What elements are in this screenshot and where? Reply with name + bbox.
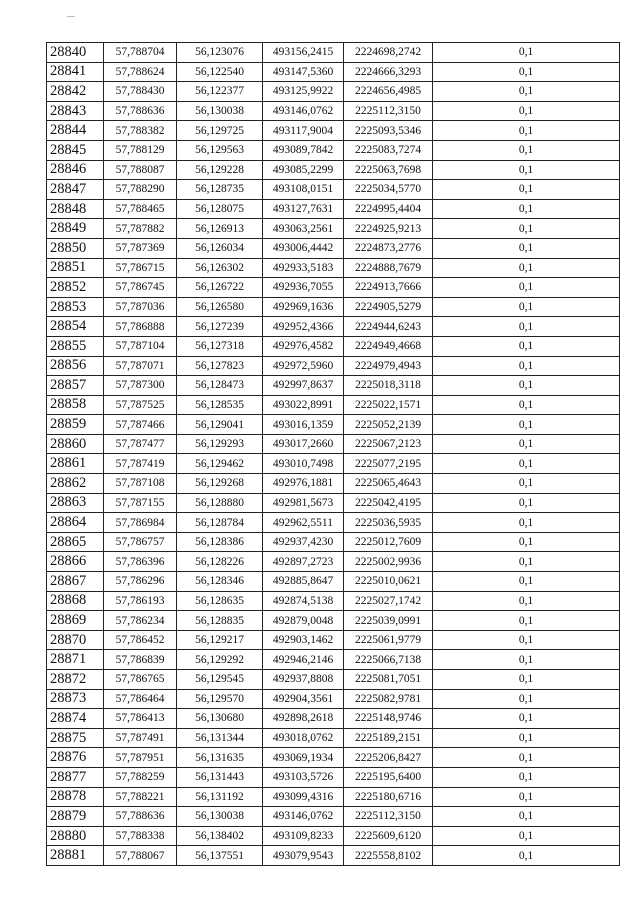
longitude-cell: 56,128226: [177, 552, 263, 572]
y-coordinate-cell: 2224925,9213: [344, 219, 433, 239]
latitude-cell: 57,787419: [104, 454, 177, 474]
tolerance-cell: 0,1: [433, 180, 620, 200]
tolerance-cell: 0,1: [433, 630, 620, 650]
y-coordinate-cell: 2225063,7698: [344, 160, 433, 180]
point-number-cell: 28875: [47, 728, 104, 748]
y-coordinate-cell: 2224913,7666: [344, 278, 433, 298]
table-row: [47, 219, 620, 239]
table-row: [47, 650, 620, 670]
table-row: [47, 493, 620, 513]
point-number-cell: 28846: [47, 160, 104, 180]
y-coordinate-cell: 2225180,6716: [344, 787, 433, 807]
tolerance-cell: 0,1: [433, 238, 620, 258]
tolerance-cell: 0,1: [433, 415, 620, 435]
y-coordinate-cell: 2225206,8427: [344, 748, 433, 768]
x-coordinate-cell: 493079,9543: [263, 846, 344, 866]
point-number-cell: 28849: [47, 219, 104, 239]
longitude-cell: 56,126722: [177, 278, 263, 298]
y-coordinate-cell: 2225002,9936: [344, 552, 433, 572]
y-coordinate-cell: 2225093,5346: [344, 121, 433, 141]
table-row: [47, 317, 620, 337]
x-coordinate-cell: 492937,4230: [263, 532, 344, 552]
tolerance-cell: 0,1: [433, 513, 620, 533]
point-number-cell: 28869: [47, 611, 104, 631]
tolerance-cell: 0,1: [433, 434, 620, 454]
latitude-cell: 57,787491: [104, 728, 177, 748]
latitude-cell: 57,787300: [104, 376, 177, 396]
x-coordinate-cell: 492897,2723: [263, 552, 344, 572]
tolerance-cell: 0,1: [433, 297, 620, 317]
y-coordinate-cell: 2225010,0621: [344, 572, 433, 592]
table-row: [47, 356, 620, 376]
x-coordinate-cell: 492874,5138: [263, 591, 344, 611]
x-coordinate-cell: 493010,7498: [263, 454, 344, 474]
latitude-cell: 57,788430: [104, 82, 177, 102]
tolerance-cell: 0,1: [433, 62, 620, 82]
table-row: [47, 297, 620, 317]
coordinates-table: [46, 42, 620, 866]
latitude-cell: 57,786464: [104, 689, 177, 709]
point-number-cell: 28848: [47, 199, 104, 219]
latitude-cell: 57,788624: [104, 62, 177, 82]
longitude-cell: 56,129292: [177, 650, 263, 670]
y-coordinate-cell: 2224873,2776: [344, 238, 433, 258]
longitude-cell: 56,131192: [177, 787, 263, 807]
x-coordinate-cell: 492972,5960: [263, 356, 344, 376]
point-number-cell: 28870: [47, 630, 104, 650]
latitude-cell: 57,786234: [104, 611, 177, 631]
y-coordinate-cell: 2224888,7679: [344, 258, 433, 278]
point-number-cell: 28847: [47, 180, 104, 200]
x-coordinate-cell: 492885,8647: [263, 572, 344, 592]
x-coordinate-cell: 492976,1881: [263, 474, 344, 494]
latitude-cell: 57,787525: [104, 395, 177, 415]
table-row: [47, 101, 620, 121]
y-coordinate-cell: 2225036,5935: [344, 513, 433, 533]
table-row: [47, 82, 620, 102]
point-number-cell: 28862: [47, 474, 104, 494]
latitude-cell: 57,787369: [104, 238, 177, 258]
table-row: [47, 748, 620, 768]
longitude-cell: 56,123076: [177, 43, 263, 63]
tolerance-cell: 0,1: [433, 709, 620, 729]
table-row: [47, 572, 620, 592]
longitude-cell: 56,128535: [177, 395, 263, 415]
x-coordinate-cell: 492946,2146: [263, 650, 344, 670]
table-row: [47, 454, 620, 474]
table-row: [47, 807, 620, 827]
x-coordinate-cell: 493127,7631: [263, 199, 344, 219]
y-coordinate-cell: 2225609,6120: [344, 826, 433, 846]
y-coordinate-cell: 2225052,2139: [344, 415, 433, 435]
tolerance-cell: 0,1: [433, 121, 620, 141]
y-coordinate-cell: 2224666,3293: [344, 62, 433, 82]
point-number-cell: 28863: [47, 493, 104, 513]
tolerance-cell: 0,1: [433, 474, 620, 494]
scan-mark: [67, 16, 75, 17]
tolerance-cell: 0,1: [433, 82, 620, 102]
latitude-cell: 57,786757: [104, 532, 177, 552]
latitude-cell: 57,786413: [104, 709, 177, 729]
longitude-cell: 56,129041: [177, 415, 263, 435]
tolerance-cell: 0,1: [433, 689, 620, 709]
table-row: [47, 415, 620, 435]
tolerance-cell: 0,1: [433, 395, 620, 415]
latitude-cell: 57,788704: [104, 43, 177, 63]
x-coordinate-cell: 492936,7055: [263, 278, 344, 298]
point-number-cell: 28856: [47, 356, 104, 376]
latitude-cell: 57,788087: [104, 160, 177, 180]
point-number-cell: 28873: [47, 689, 104, 709]
x-coordinate-cell: 493022,8991: [263, 395, 344, 415]
longitude-cell: 56,128346: [177, 572, 263, 592]
point-number-cell: 28871: [47, 650, 104, 670]
point-number-cell: 28842: [47, 82, 104, 102]
x-coordinate-cell: 492952,4366: [263, 317, 344, 337]
x-coordinate-cell: 493006,4442: [263, 238, 344, 258]
point-number-cell: 28864: [47, 513, 104, 533]
table-row: [47, 62, 620, 82]
point-number-cell: 28874: [47, 709, 104, 729]
x-coordinate-cell: 493069,1934: [263, 748, 344, 768]
x-coordinate-cell: 493085,2299: [263, 160, 344, 180]
point-number-cell: 28861: [47, 454, 104, 474]
table-row: [47, 258, 620, 278]
y-coordinate-cell: 2225022,1571: [344, 395, 433, 415]
y-coordinate-cell: 2225039,0991: [344, 611, 433, 631]
latitude-cell: 57,788382: [104, 121, 177, 141]
y-coordinate-cell: 2224905,5279: [344, 297, 433, 317]
longitude-cell: 56,131344: [177, 728, 263, 748]
table-row: [47, 180, 620, 200]
latitude-cell: 57,787155: [104, 493, 177, 513]
x-coordinate-cell: 493103,5726: [263, 767, 344, 787]
longitude-cell: 56,128635: [177, 591, 263, 611]
latitude-cell: 57,788636: [104, 101, 177, 121]
point-number-cell: 28845: [47, 140, 104, 160]
y-coordinate-cell: 2225148,9746: [344, 709, 433, 729]
x-coordinate-cell: 493063,2561: [263, 219, 344, 239]
tolerance-cell: 0,1: [433, 140, 620, 160]
point-number-cell: 28850: [47, 238, 104, 258]
y-coordinate-cell: 2225034,5770: [344, 180, 433, 200]
longitude-cell: 56,128784: [177, 513, 263, 533]
longitude-cell: 56,129462: [177, 454, 263, 474]
y-coordinate-cell: 2225012,7609: [344, 532, 433, 552]
y-coordinate-cell: 2225065,4643: [344, 474, 433, 494]
point-number-cell: 28844: [47, 121, 104, 141]
table-row: [47, 709, 620, 729]
point-number-cell: 28855: [47, 336, 104, 356]
latitude-cell: 57,786839: [104, 650, 177, 670]
longitude-cell: 56,122540: [177, 62, 263, 82]
latitude-cell: 57,787071: [104, 356, 177, 376]
table-row: [47, 670, 620, 690]
tolerance-cell: 0,1: [433, 317, 620, 337]
tolerance-cell: 0,1: [433, 670, 620, 690]
point-number-cell: 28878: [47, 787, 104, 807]
table-row: [47, 474, 620, 494]
longitude-cell: 56,127239: [177, 317, 263, 337]
tolerance-cell: 0,1: [433, 532, 620, 552]
x-coordinate-cell: 492981,5673: [263, 493, 344, 513]
y-coordinate-cell: 2225042,4195: [344, 493, 433, 513]
tolerance-cell: 0,1: [433, 278, 620, 298]
table-row: [47, 532, 620, 552]
point-number-cell: 28872: [47, 670, 104, 690]
x-coordinate-cell: 493016,1359: [263, 415, 344, 435]
y-coordinate-cell: 2225027,1742: [344, 591, 433, 611]
table-row: [47, 826, 620, 846]
tolerance-cell: 0,1: [433, 258, 620, 278]
latitude-cell: 57,788221: [104, 787, 177, 807]
latitude-cell: 57,788129: [104, 140, 177, 160]
point-number-cell: 28868: [47, 591, 104, 611]
longitude-cell: 56,138402: [177, 826, 263, 846]
y-coordinate-cell: 2224698,2742: [344, 43, 433, 63]
latitude-cell: 57,786888: [104, 317, 177, 337]
table-row: [47, 787, 620, 807]
longitude-cell: 56,137551: [177, 846, 263, 866]
table-row: [47, 591, 620, 611]
latitude-cell: 57,786745: [104, 278, 177, 298]
x-coordinate-cell: 492976,4582: [263, 336, 344, 356]
point-number-cell: 28841: [47, 62, 104, 82]
latitude-cell: 57,786452: [104, 630, 177, 650]
tolerance-cell: 0,1: [433, 591, 620, 611]
longitude-cell: 56,128880: [177, 493, 263, 513]
y-coordinate-cell: 2225195,6400: [344, 767, 433, 787]
latitude-cell: 57,787477: [104, 434, 177, 454]
x-coordinate-cell: 493018,0762: [263, 728, 344, 748]
point-number-cell: 28867: [47, 572, 104, 592]
x-coordinate-cell: 492969,1636: [263, 297, 344, 317]
longitude-cell: 56,128835: [177, 611, 263, 631]
x-coordinate-cell: 493117,9004: [263, 121, 344, 141]
longitude-cell: 56,128075: [177, 199, 263, 219]
table-row: [47, 552, 620, 572]
longitude-cell: 56,130038: [177, 807, 263, 827]
tolerance-cell: 0,1: [433, 650, 620, 670]
point-number-cell: 28879: [47, 807, 104, 827]
tolerance-cell: 0,1: [433, 826, 620, 846]
x-coordinate-cell: 492962,5511: [263, 513, 344, 533]
table-row: [47, 434, 620, 454]
latitude-cell: 57,786765: [104, 670, 177, 690]
point-number-cell: 28880: [47, 826, 104, 846]
tolerance-cell: 0,1: [433, 807, 620, 827]
latitude-cell: 57,788290: [104, 180, 177, 200]
tolerance-cell: 0,1: [433, 454, 620, 474]
y-coordinate-cell: 2225067,2123: [344, 434, 433, 454]
longitude-cell: 56,131635: [177, 748, 263, 768]
y-coordinate-cell: 2224949,4668: [344, 336, 433, 356]
tolerance-cell: 0,1: [433, 376, 620, 396]
point-number-cell: 28866: [47, 552, 104, 572]
x-coordinate-cell: 492997,8637: [263, 376, 344, 396]
longitude-cell: 56,126913: [177, 219, 263, 239]
longitude-cell: 56,128735: [177, 180, 263, 200]
table-row: [47, 846, 620, 866]
x-coordinate-cell: 493156,2415: [263, 43, 344, 63]
tolerance-cell: 0,1: [433, 572, 620, 592]
longitude-cell: 56,130680: [177, 709, 263, 729]
point-number-cell: 28851: [47, 258, 104, 278]
table-row: [47, 199, 620, 219]
table-row: [47, 395, 620, 415]
y-coordinate-cell: 2225112,3150: [344, 807, 433, 827]
x-coordinate-cell: 493099,4316: [263, 787, 344, 807]
x-coordinate-cell: 493147,5360: [263, 62, 344, 82]
table-row: [47, 238, 620, 258]
tolerance-cell: 0,1: [433, 728, 620, 748]
latitude-cell: 57,786984: [104, 513, 177, 533]
longitude-cell: 56,129217: [177, 630, 263, 650]
y-coordinate-cell: 2225083,7274: [344, 140, 433, 160]
latitude-cell: 57,788259: [104, 767, 177, 787]
point-number-cell: 28843: [47, 101, 104, 121]
latitude-cell: 57,788338: [104, 826, 177, 846]
table-row: [47, 140, 620, 160]
longitude-cell: 56,129563: [177, 140, 263, 160]
tolerance-cell: 0,1: [433, 846, 620, 866]
tolerance-cell: 0,1: [433, 611, 620, 631]
longitude-cell: 56,126034: [177, 238, 263, 258]
latitude-cell: 57,787466: [104, 415, 177, 435]
table-row: [47, 376, 620, 396]
table-body: [47, 43, 620, 866]
x-coordinate-cell: 492898,2618: [263, 709, 344, 729]
longitude-cell: 56,129725: [177, 121, 263, 141]
longitude-cell: 56,129570: [177, 689, 263, 709]
point-number-cell: 28876: [47, 748, 104, 768]
point-number-cell: 28852: [47, 278, 104, 298]
table-row: [47, 689, 620, 709]
y-coordinate-cell: 2225066,7138: [344, 650, 433, 670]
tolerance-cell: 0,1: [433, 101, 620, 121]
table-row: [47, 767, 620, 787]
y-coordinate-cell: 2225018,3118: [344, 376, 433, 396]
longitude-cell: 56,128473: [177, 376, 263, 396]
y-coordinate-cell: 2225061,9779: [344, 630, 433, 650]
point-number-cell: 28860: [47, 434, 104, 454]
x-coordinate-cell: 493146,0762: [263, 807, 344, 827]
tolerance-cell: 0,1: [433, 43, 620, 63]
tolerance-cell: 0,1: [433, 219, 620, 239]
longitude-cell: 56,129293: [177, 434, 263, 454]
point-number-cell: 28865: [47, 532, 104, 552]
latitude-cell: 57,787108: [104, 474, 177, 494]
latitude-cell: 57,786715: [104, 258, 177, 278]
longitude-cell: 56,128386: [177, 532, 263, 552]
y-coordinate-cell: 2225189,2151: [344, 728, 433, 748]
y-coordinate-cell: 2225077,2195: [344, 454, 433, 474]
tolerance-cell: 0,1: [433, 552, 620, 572]
point-number-cell: 28854: [47, 317, 104, 337]
table-row: [47, 278, 620, 298]
latitude-cell: 57,788465: [104, 199, 177, 219]
latitude-cell: 57,786296: [104, 572, 177, 592]
y-coordinate-cell: 2225558,8102: [344, 846, 433, 866]
latitude-cell: 57,788067: [104, 846, 177, 866]
x-coordinate-cell: 492937,8808: [263, 670, 344, 690]
y-coordinate-cell: 2224944,6243: [344, 317, 433, 337]
table-row: [47, 43, 620, 63]
y-coordinate-cell: 2224656,4985: [344, 82, 433, 102]
tolerance-cell: 0,1: [433, 787, 620, 807]
table-row: [47, 611, 620, 631]
table-row: [47, 121, 620, 141]
longitude-cell: 56,129545: [177, 670, 263, 690]
y-coordinate-cell: 2225082,9781: [344, 689, 433, 709]
tolerance-cell: 0,1: [433, 767, 620, 787]
x-coordinate-cell: 492933,5183: [263, 258, 344, 278]
tolerance-cell: 0,1: [433, 160, 620, 180]
y-coordinate-cell: 2225081,7051: [344, 670, 433, 690]
tolerance-cell: 0,1: [433, 336, 620, 356]
longitude-cell: 56,131443: [177, 767, 263, 787]
y-coordinate-cell: 2224979,4943: [344, 356, 433, 376]
tolerance-cell: 0,1: [433, 748, 620, 768]
x-coordinate-cell: 492904,3561: [263, 689, 344, 709]
latitude-cell: 57,786193: [104, 591, 177, 611]
latitude-cell: 57,787951: [104, 748, 177, 768]
point-number-cell: 28881: [47, 846, 104, 866]
x-coordinate-cell: 492879,0048: [263, 611, 344, 631]
tolerance-cell: 0,1: [433, 493, 620, 513]
point-number-cell: 28853: [47, 297, 104, 317]
point-number-cell: 28857: [47, 376, 104, 396]
tolerance-cell: 0,1: [433, 356, 620, 376]
longitude-cell: 56,122377: [177, 82, 263, 102]
longitude-cell: 56,126580: [177, 297, 263, 317]
longitude-cell: 56,130038: [177, 101, 263, 121]
point-number-cell: 28858: [47, 395, 104, 415]
table-row: [47, 160, 620, 180]
x-coordinate-cell: 493017,2660: [263, 434, 344, 454]
point-number-cell: 28859: [47, 415, 104, 435]
y-coordinate-cell: 2225112,3150: [344, 101, 433, 121]
table-row: [47, 336, 620, 356]
point-number-cell: 28840: [47, 43, 104, 63]
latitude-cell: 57,786396: [104, 552, 177, 572]
x-coordinate-cell: 493108,0151: [263, 180, 344, 200]
x-coordinate-cell: 493089,7842: [263, 140, 344, 160]
latitude-cell: 57,787104: [104, 336, 177, 356]
longitude-cell: 56,129268: [177, 474, 263, 494]
longitude-cell: 56,129228: [177, 160, 263, 180]
latitude-cell: 57,787036: [104, 297, 177, 317]
x-coordinate-cell: 492903,1462: [263, 630, 344, 650]
longitude-cell: 56,127823: [177, 356, 263, 376]
y-coordinate-cell: 2224995,4404: [344, 199, 433, 219]
longitude-cell: 56,127318: [177, 336, 263, 356]
longitude-cell: 56,126302: [177, 258, 263, 278]
table-row: [47, 630, 620, 650]
x-coordinate-cell: 493146,0762: [263, 101, 344, 121]
x-coordinate-cell: 493125,9922: [263, 82, 344, 102]
latitude-cell: 57,788636: [104, 807, 177, 827]
table-row: [47, 728, 620, 748]
x-coordinate-cell: 493109,8233: [263, 826, 344, 846]
point-number-cell: 28877: [47, 767, 104, 787]
latitude-cell: 57,787882: [104, 219, 177, 239]
table-row: [47, 513, 620, 533]
tolerance-cell: 0,1: [433, 199, 620, 219]
